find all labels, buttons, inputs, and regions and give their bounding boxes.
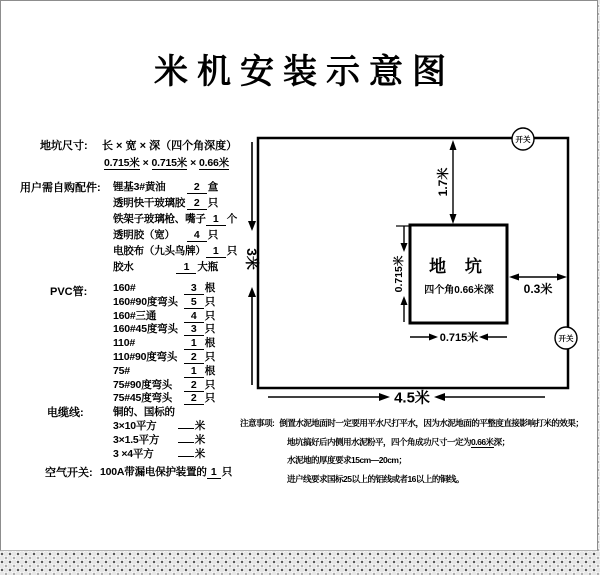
note-line <box>240 414 598 433</box>
note-line: 进户线要求国标25以上的铝线或者16以上的铜线。 <box>287 473 464 484</box>
item-name: 3×10平方 <box>113 420 157 432</box>
unit: 米 <box>194 434 205 447</box>
item-name: 3 ×4平方 <box>113 448 154 461</box>
unit: 只 <box>204 350 215 363</box>
quantity-value: 3 <box>184 283 204 295</box>
unit: 只 <box>204 295 215 308</box>
note-text: 地坑搞好后内侧用水泥粉平，四个角成功尺寸一定为 <box>287 436 472 447</box>
switch-top <box>512 128 534 150</box>
item-name: 160# <box>113 282 136 294</box>
quantity-value: 1 <box>184 366 204 378</box>
pit-title: 地 坑 <box>429 257 489 276</box>
item-name: 铁架子玻璃枪、嘴子 <box>113 213 206 225</box>
item-name: 160#三通 <box>113 309 157 322</box>
unit: 只 <box>207 229 218 241</box>
dim-pit-width-label: 0.715米 <box>439 332 479 344</box>
pit-size-width: 0.715米 <box>151 157 188 169</box>
unit: 根 <box>204 364 215 377</box>
unit: 只 <box>204 392 215 405</box>
pit-size-label: 地坑尺寸: <box>40 140 88 152</box>
switch-top-label: 开关 <box>515 135 531 144</box>
quantity-value: 4 <box>184 311 204 323</box>
quantity-value: 1 <box>207 467 221 479</box>
dim-0-3m-label: 0.3米 <box>523 282 553 296</box>
unit: 大瓶 <box>197 261 218 273</box>
item-name: 110# <box>113 337 135 350</box>
unit: 只 <box>207 197 218 209</box>
notes-label: 注意事项: <box>240 418 275 428</box>
page-title: 米机安装示意图 <box>154 53 455 91</box>
quantity-value: 2 <box>187 182 207 194</box>
cable-section-label: 电缆线: <box>47 407 84 419</box>
unit: 只 <box>226 245 238 257</box>
unit: 盒 <box>207 181 218 193</box>
item-name: 透明快干玻璃胶 <box>113 197 186 209</box>
unit: 个 <box>226 213 238 225</box>
unit: 只 <box>204 309 215 322</box>
quantity-value: 2 <box>184 393 204 405</box>
note-text: 倒置水泥地面时一定要用平水尺打平水，因为水泥地面的平整度直接影响打米的效果； <box>279 418 584 428</box>
item-name: 透明胶（宽） <box>113 229 175 241</box>
item-name: 电胶布（九头鸟牌） <box>113 245 206 257</box>
dim-pit-height-label: 0.715米 <box>393 255 405 293</box>
quantity-value: 1 <box>206 214 226 226</box>
pit-size-formula: 长 × 宽 × 深（四个角深度） <box>102 140 238 152</box>
pit-subtitle: 四个角0.66米深 <box>424 285 494 296</box>
pvc-section-label: PVC管: <box>50 286 88 298</box>
times-sign: × <box>142 157 149 169</box>
pit-size-length: 0.715米 <box>104 157 140 169</box>
parts-section-label: 用户需自购配件: <box>20 182 101 194</box>
unit: 根 <box>204 282 215 294</box>
unit: 只 <box>204 378 215 391</box>
cable-spec: 铜的、国标的 <box>113 406 175 418</box>
breaker-section-label: 空气开关: <box>45 467 93 479</box>
item-name: 3×1.5平方 <box>113 434 160 447</box>
dim-4-5m-label: 4.5米 <box>394 389 430 407</box>
item-name: 75#90度弯头 <box>113 378 173 391</box>
quantity-value: 2 <box>184 352 204 364</box>
item-name: 75# <box>113 364 130 377</box>
quantity-value: 5 <box>184 297 204 309</box>
item-name: 110#90度弯头 <box>113 350 178 363</box>
quantity-value: 1 <box>176 262 196 274</box>
item-name: 锂基3#黄油 <box>113 181 166 193</box>
quantity-value: 2 <box>184 380 204 392</box>
unit: 根 <box>204 337 215 350</box>
item-name: 160#45度弯头 <box>113 323 178 336</box>
dim-1-7m-label: 1.7米 <box>436 167 450 197</box>
quantity-value: 4 <box>187 230 207 242</box>
unit: 只 <box>204 323 215 336</box>
note-line: 水泥地的厚度要求15cm—20cm； <box>287 455 407 465</box>
note-line <box>240 433 598 452</box>
note-text: 深； <box>493 436 510 447</box>
notes-section <box>240 414 598 488</box>
dim-3m-label: 3米 <box>244 248 260 270</box>
switch-right <box>555 327 577 349</box>
pit-size-depth: 0.66米 <box>199 157 229 169</box>
quantity-value: 2 <box>187 198 207 210</box>
switch-right-label: 开关 <box>558 334 574 343</box>
unit: 只 <box>221 466 233 478</box>
quantity-value: 1 <box>184 338 204 350</box>
breaker-text: 100A带漏电保护装置的 <box>100 466 207 478</box>
item-name: 胶水 <box>113 261 134 273</box>
unit: 米 <box>194 420 205 432</box>
item-name: 75#45度弯头 <box>113 392 173 405</box>
quantity-value: 3 <box>184 324 204 336</box>
unit: 米 <box>194 448 205 461</box>
times-sign: × <box>190 157 197 169</box>
dim-4-5m <box>268 390 545 407</box>
item-name: 160#90度弯头 <box>113 295 178 308</box>
quantity-value: 1 <box>206 246 226 258</box>
note-underlined-value: 0.66米 <box>471 436 494 447</box>
